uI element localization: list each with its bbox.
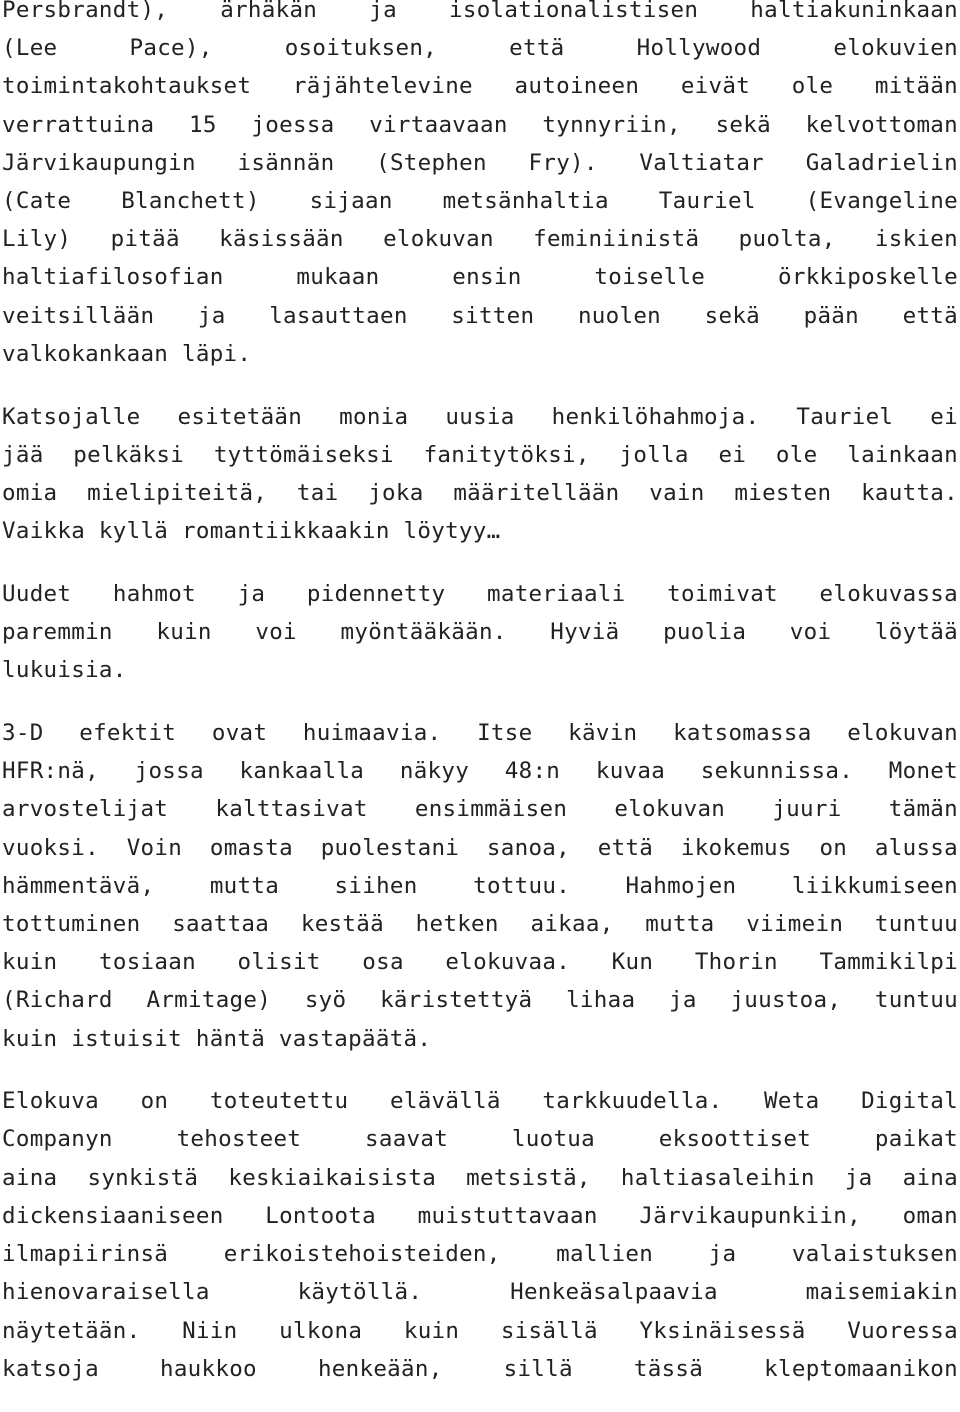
text-line: toimintakohtaukset räjähtelevine autoineen eivät ole mitään	[2, 73, 958, 100]
text-line: omia mielipiteitä, tai joka määritellään vain miesten kautta.	[2, 479, 958, 506]
text-line: lukuisia.	[2, 657, 127, 684]
paragraph-5	[2, 1082, 958, 1388]
text-line: Persbrandt), ärhäkän ja isolationalistisen haltiakuninkaan	[2, 0, 958, 23]
text-line: paremmin kuin voi myöntääkään. Hyviä puolia voi löytää	[2, 619, 958, 646]
text-line: Companyn tehosteet saavat luotua eksoottiset paikat	[2, 1126, 958, 1153]
text-line: Järvikaupungin isännän (Stephen Fry). Valtiatar Galadrielin	[2, 149, 958, 176]
text-line: hämmentävä, mutta siihen tottuu. Hahmojen liikkumiseen	[2, 872, 958, 899]
text-line: näytetään. Niin ulkona kuin sisällä Yksinäisessä Vuoressa	[2, 1317, 958, 1344]
text-line: Lily) pitää käsissään elokuvan feminiinistä puolta, iskien	[2, 226, 958, 253]
text-line: kuin tosiaan olisit osa elokuvaa. Kun Thorin Tammikilpi	[2, 949, 958, 976]
article-body	[2, 0, 958, 1412]
text-line: (Richard Armitage) syö käristettyä lihaa ja juustoa, tuntuu	[2, 987, 958, 1014]
paragraph-4	[2, 714, 958, 1058]
text-line: valkokankaan läpi.	[2, 340, 252, 367]
text-line: Vaikka kyllä romantiikkaakin löytyy…	[2, 518, 501, 545]
text-line: veitsillään ja lasauttaen sitten nuolen sekä pään että	[2, 302, 958, 329]
text-line: tottuminen saattaa kestää hetken aikaa, mutta viimein tuntuu	[2, 910, 958, 937]
text-line: dickensiaaniseen Lontoota muistuttavaan Järvikaupunkiin, oman	[2, 1202, 958, 1229]
text-line: hienovaraisella käytöllä. Henkeäsalpaavia maisemiakin	[2, 1279, 958, 1306]
text-line: verrattuina 15 joessa virtaavaan tynnyriin, sekä kelvottoman	[2, 111, 958, 138]
paragraph-2	[2, 398, 958, 551]
text-line: (Cate Blanchett) sijaan metsänhaltia Tauriel (Evangeline	[2, 188, 958, 215]
text-line: katsoja haukkoo henkeään, sillä tässä kleptomaanikon	[2, 1355, 958, 1382]
paragraph-3	[2, 575, 958, 690]
text-line: aina synkistä keskiaikaisista metsistä, haltiasaleihin ja aina	[2, 1164, 958, 1191]
text-line: arvostelijat kalttasivat ensimmäisen elokuvan juuri tämän	[2, 796, 958, 823]
text-line: Uudet hahmot ja pidennetty materiaali toimivat elokuvassa	[2, 580, 958, 607]
text-line: jää pelkäksi tyttömäiseksi fanitytöksi, jolla ei ole lainkaan	[2, 441, 958, 468]
text-line: Elokuva on toteutettu elävällä tarkkuudella. Weta Digital	[2, 1088, 958, 1115]
text-line: 3-D efektit ovat huimaavia. Itse kävin katsomassa elokuvan	[2, 719, 958, 746]
text-line: vuoksi. Voin omasta puolestani sanoa, että ikokemus on alussa	[2, 834, 958, 861]
text-line: haltiafilosofian mukaan ensin toiselle örkkiposkelle	[2, 264, 958, 291]
text-line: kuin istuisit häntä vastapäätä.	[2, 1025, 432, 1052]
text-line: Katsojalle esitetään monia uusia henkilöhahmoja. Tauriel ei	[2, 403, 958, 430]
text-line: (Lee Pace), osoituksen, että Hollywood elokuvien	[2, 35, 958, 62]
paragraph-1	[2, 0, 958, 373]
text-line: ilmapiirinsä erikoistehoisteiden, mallien ja valaistuksen	[2, 1241, 958, 1268]
text-line: HFR:nä, jossa kankaalla näkyy 48:n kuvaa sekunnissa. Monet	[2, 758, 958, 785]
